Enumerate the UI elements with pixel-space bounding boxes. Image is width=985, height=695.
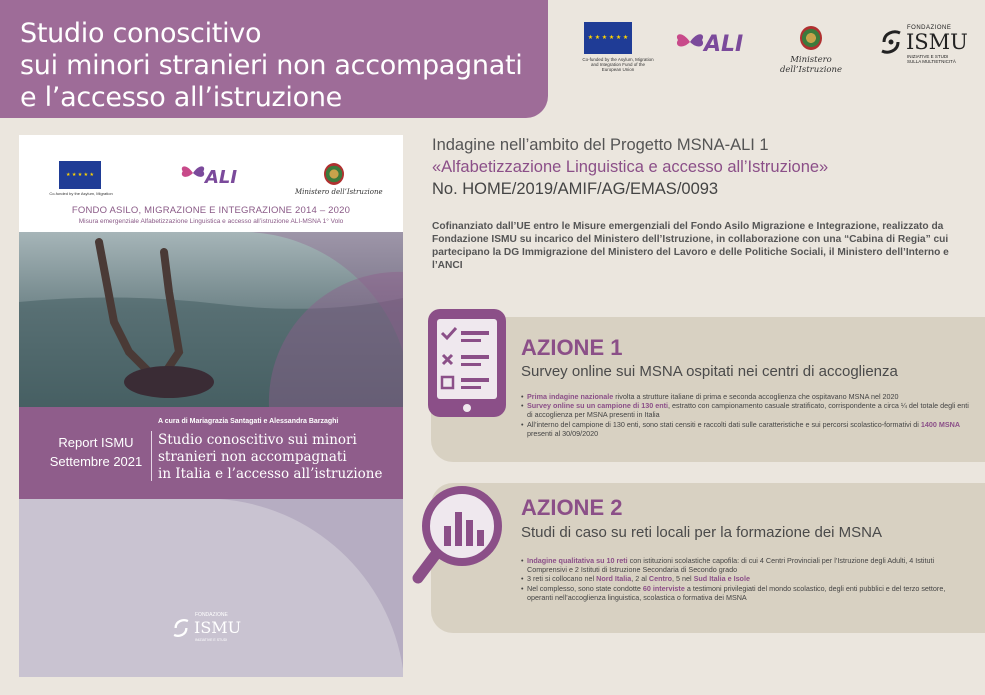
azione-1-subtitle: Survey online sui MSNA ospitati nei centri di accoglienza — [521, 363, 898, 380]
cover-ismu-mark-icon — [171, 616, 191, 640]
cover-curators: A cura di Mariagrazia Santagati e Alessandra Barzaghi — [158, 418, 339, 425]
cover-ismu-wordmark: ISMU — [194, 618, 242, 637]
cover-logos — [19, 135, 403, 203]
cover-photo — [19, 232, 403, 407]
ali-wordmark: ALI — [704, 32, 744, 57]
butterfly-icon — [672, 28, 708, 56]
report-cover — [19, 135, 403, 677]
swimmer-photo-image — [19, 232, 403, 407]
ismu-tag-2: SULLA MULTIETNICITÀ — [907, 59, 956, 64]
eu-caption-2: and Integration Fund of the European Union — [590, 62, 646, 72]
cover-title-line-3: in Italia e l’accesso all’istruzione — [158, 466, 383, 482]
azione-2-bullets — [521, 556, 971, 602]
banner-title-line-3: e l’accesso all’istruzione — [20, 82, 342, 113]
ismu-wordmark: ISMU — [906, 30, 968, 54]
azione-2-subtitle: Studi di caso su reti locali per la formazione dei MSNA — [521, 524, 882, 541]
cofinancing-text: Cofinanziato dall’UE entro le Misure emergenziali del Fondo Asilo Migrazione e Integrazione, realizzato da Fondazione ISMU su incarico del Ministero dell’Istruzione, in collaborazione con una “Cabina di Regia” cui partecipano la DG Immigrazione del Ministero del Lavoro e delle Politiche Sociali, il Ministero dell’Interno e l’ANCI — [432, 221, 949, 271]
cover-title — [158, 432, 398, 483]
cover-ismu-tag: INIZIATIVE E STUDI — [195, 638, 228, 642]
azione-2-bullet-1: • Indagine qualitativa su 10 reti con istituzioni scolastiche capofila: di cui 4 Centri Provinciali per l’Istruzione degli Adulti, 4 Istituti Comprensivi e 2 Istituti di Istruzione Secondaria di Secondo grado — [521, 556, 971, 574]
ministero-wordmark: Ministero dell’Istruzione — [779, 55, 843, 75]
ismu-tag-1: INIZIATIVE E STUDI — [907, 54, 949, 59]
eu-flag-icon: ★ ★ ★ ★ ★ ★ — [584, 22, 632, 54]
ismu-mark-icon — [878, 27, 904, 57]
cover-ali-wordmark: ALI — [205, 167, 238, 188]
cover-fund-title: FONDO ASILO, MIGRAZIONE E INTEGRAZIONE 2014 – 2020 — [71, 205, 351, 216]
magnifier-chart-icon — [410, 482, 506, 590]
azione-1-bullet-2: • Survey online su un campione di 130 enti, estratto con campionamento casuale stratificato, corrispondente a circa ¼ del totale degli enti di accoglienza per MSNA presenti in Italia — [521, 401, 971, 419]
azione-1-title: AZIONE 1 — [521, 335, 623, 360]
cover-eu-flag-icon: ★ ★ ★ ★ ★ — [59, 161, 101, 189]
republic-emblem-icon — [800, 26, 822, 50]
azione-2-bullet-3: • Nel complesso, sono state condotte 60 interviste a testimoni privilegiati del mondo scolastico, degli enti pubblici e del terzo settore, operanti nell’accoglienza linguistica, scolastica o formativa dei MSNA — [521, 584, 971, 602]
cover-fondazione: FONDAZIONE — [195, 612, 228, 618]
banner-title-line-1: Studio conoscitivo — [20, 18, 262, 49]
header-banner — [0, 0, 548, 118]
eu-logo — [582, 22, 654, 72]
fondazione-label: FONDAZIONE — [907, 25, 952, 31]
project-line-3: No. HOME/2019/AMIF/AG/EMAS/0093 — [432, 180, 719, 198]
azione-2-panel — [431, 483, 985, 633]
cover-date: Settembre 2021 — [49, 454, 143, 469]
cover-arc-decoration — [19, 499, 403, 677]
cover-lower-area — [19, 499, 403, 677]
azione-1-bullets — [521, 392, 971, 438]
azione-1-panel — [431, 317, 985, 462]
azione-2-bullet-2: • 3 reti si collocano nel Nord Italia, 2 al Centro, 5 nel Sud Italia e Isole — [521, 574, 971, 583]
cover-fund-subtitle: Misura emergenziale Alfabetizzazione Linguistica e accesso all’istruzione ALI-MSNA 1° Volo — [78, 218, 344, 225]
banner-title-line-2: sui minori stranieri non accompagnati — [20, 50, 523, 81]
project-line-1: Indagine nell’ambito del Progetto MSNA-ALI 1 — [432, 136, 769, 154]
azione-1-bullet-1: • Prima indagine nazionale rivolta a strutture italiane di prima e seconda accoglienza che ospitavano MSNA nel 2020 — [521, 392, 971, 401]
cover-title-line-1: Studio conoscitivo sui minori — [158, 432, 357, 448]
cover-eu-caption: Co-funded by the Asylum, Migration — [49, 191, 113, 196]
project-line-2: «Alfabetizzazione Linguistica e accesso all’Istruzione» — [432, 158, 829, 176]
azione-1-bullet-3: • All’interno del campione di 130 enti, sono stati censiti e raccolti dati sulle caratteristiche e sui percorsi scolastico-formativi di 1400 MSNA presenti al 30/09/2020 — [521, 420, 971, 438]
cover-emblem-icon — [324, 163, 344, 185]
cover-report-label — [41, 433, 151, 471]
cover-title-line-2: stranieri non accompagnati — [158, 449, 347, 465]
azione-2-title: AZIONE 2 — [521, 495, 623, 520]
cover-report: Report ISMU — [58, 435, 134, 450]
eu-caption-1: Co-funded by the Asylum, Migration — [582, 57, 654, 62]
cover-ministero: Ministero dell’Istruzione — [295, 188, 383, 196]
smartphone-survey-icon — [424, 305, 510, 421]
ministero-logo — [763, 26, 859, 75]
cover-divider — [151, 431, 152, 481]
project-intro — [432, 134, 972, 200]
